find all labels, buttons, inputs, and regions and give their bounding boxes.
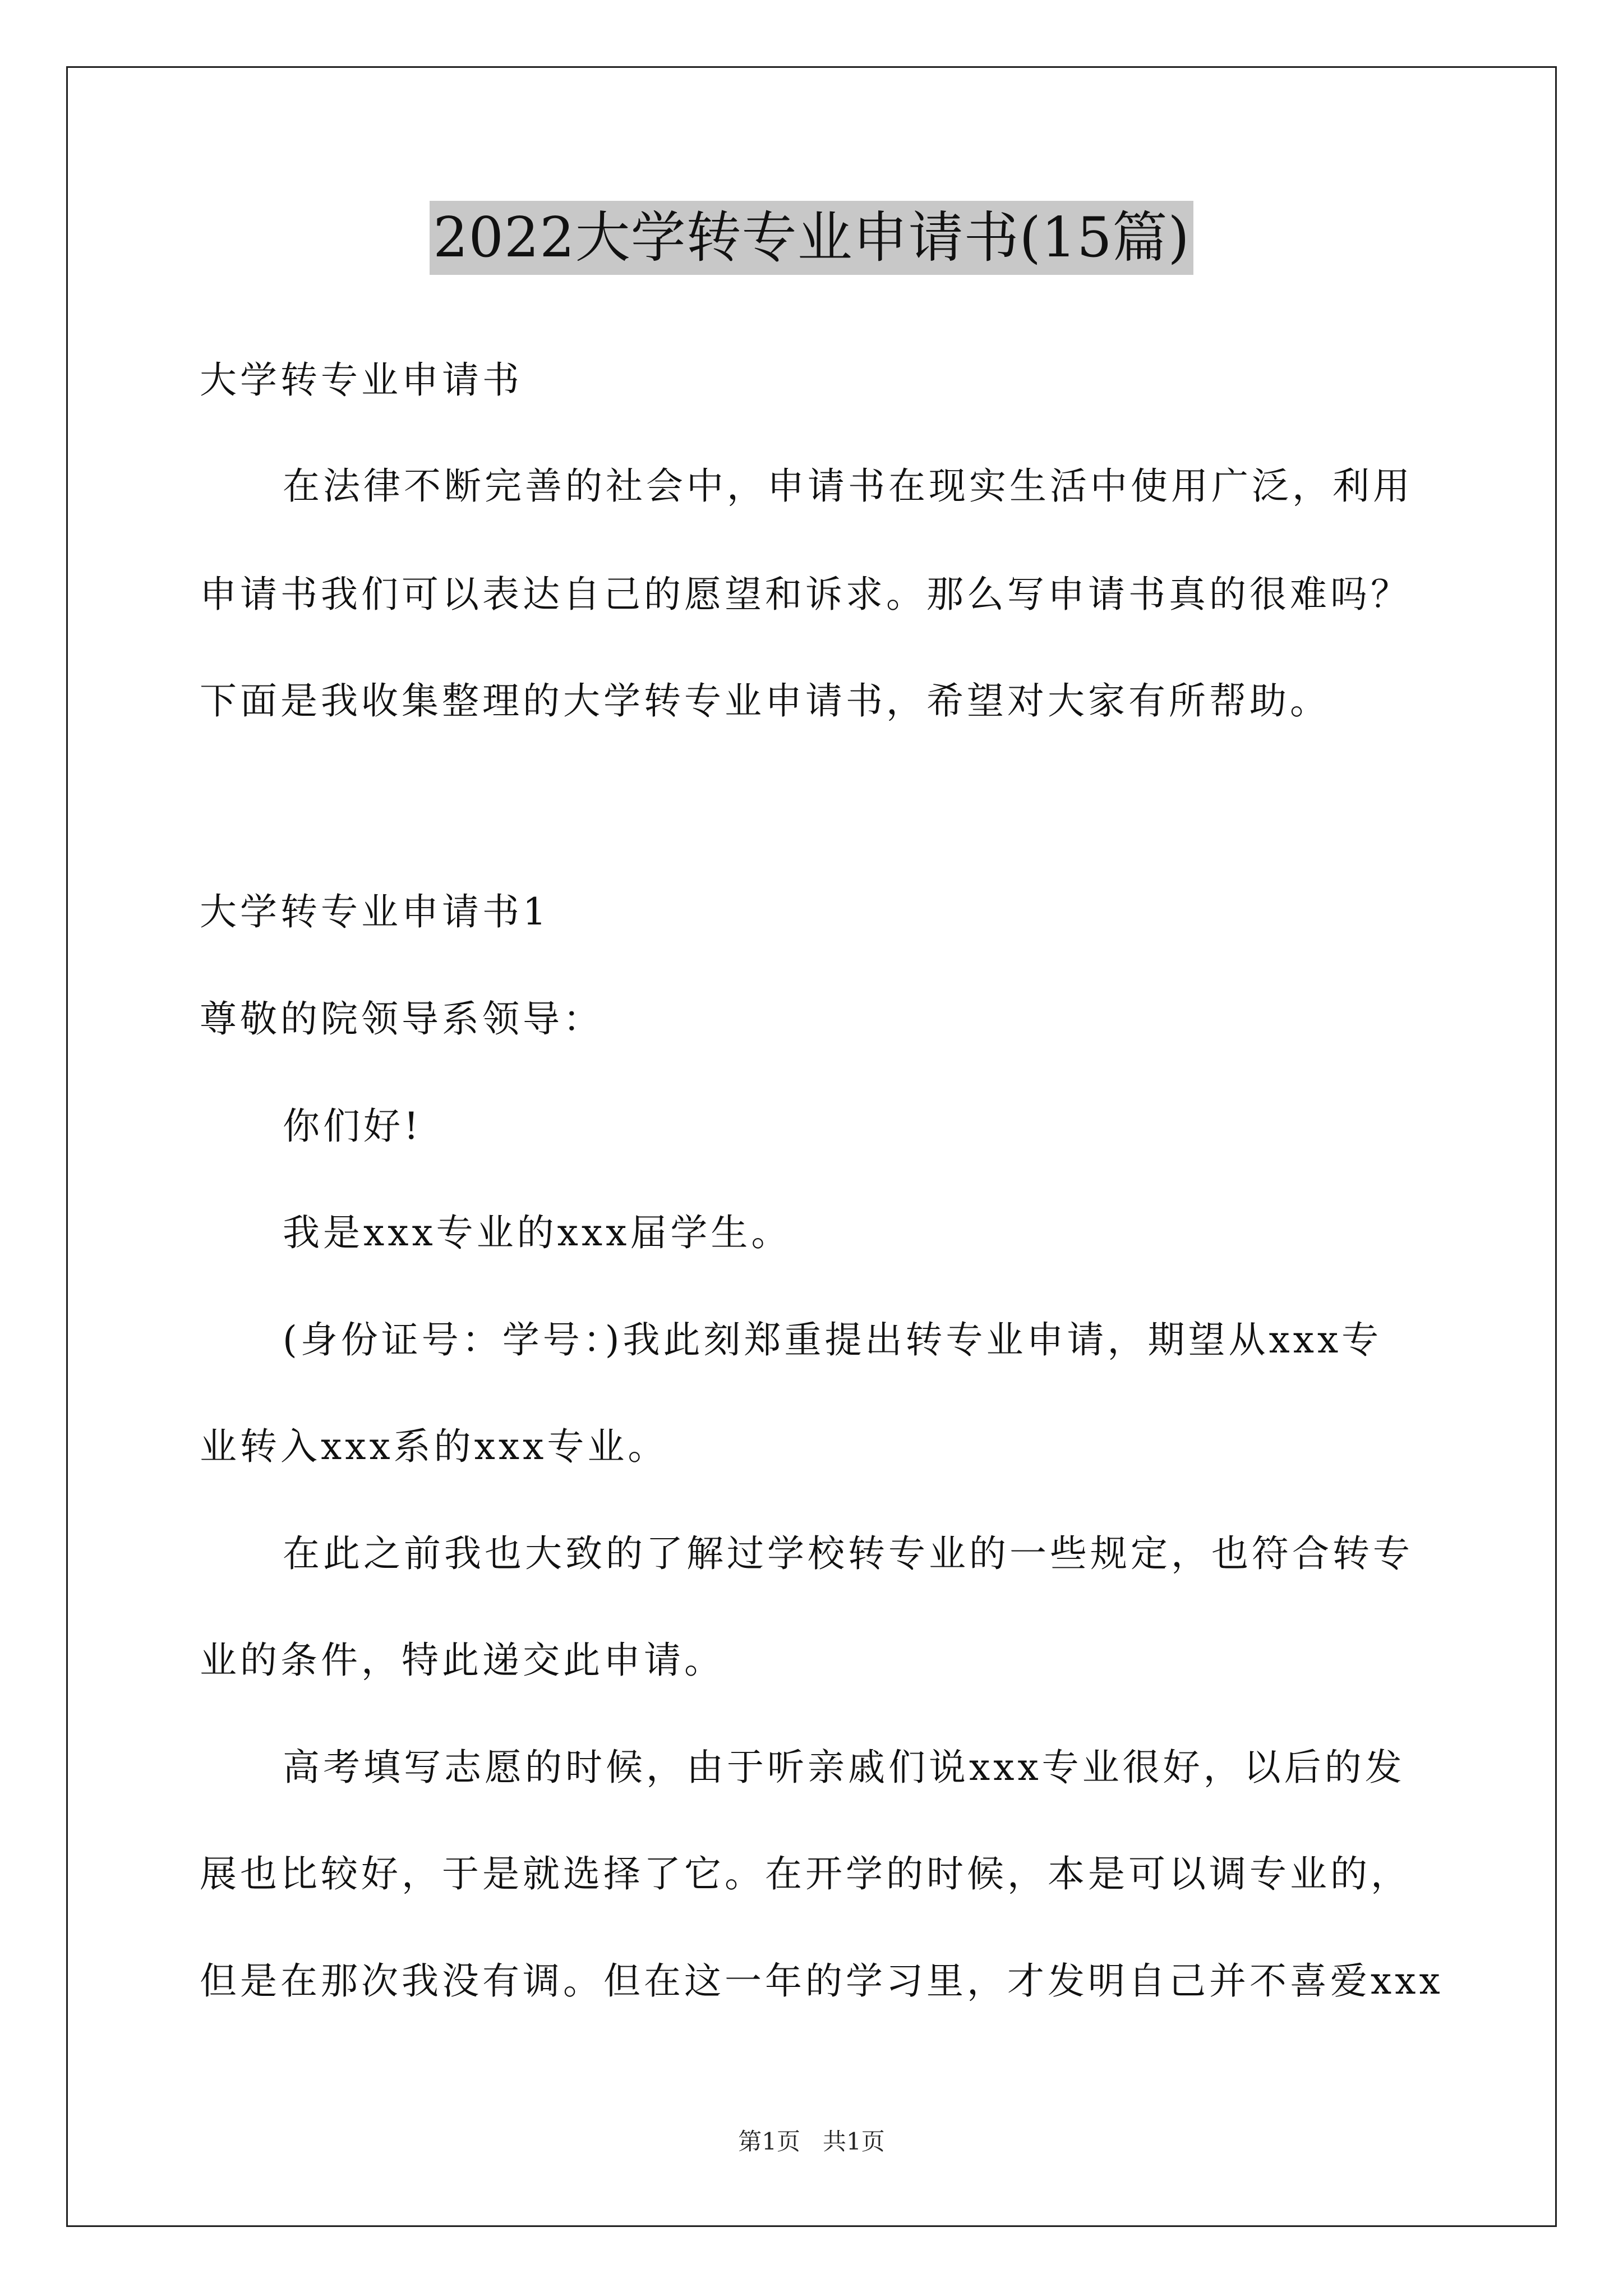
paragraph-4-line-2: 展也比较好，于是就选择了它。在开学的时候，本是可以调专业的， [200, 1852, 1411, 1895]
greeting: 你们好! [283, 1105, 422, 1148]
document-title: 2022大学转专业申请书(15篇) [430, 201, 1193, 275]
salutation: 尊敬的院领导系领导： [200, 997, 603, 1041]
title-container [0, 201, 1623, 275]
paragraph-1: 我是xxx专业的xxx届学生。 [283, 1211, 792, 1254]
paragraph-4-line-3: 但是在那次我没有调。但在这一年的学习里，才发明自己并不喜爱xxx [200, 1959, 1444, 2003]
paragraph-3-line-2: 业的条件，特此递交此申请。 [200, 1639, 725, 1682]
intro-line-3: 下面是我收集整理的大学转专业申请书，希望对大家有所帮助。 [200, 679, 1330, 723]
paragraph-2-line-2: 业转入xxx系的xxx专业。 [200, 1425, 668, 1468]
paragraph-2-line-1: (身份证号：学号：)我此刻郑重提出转专业申请，期望从xxx专 [283, 1318, 1382, 1361]
intro-line-2: 申请书我们可以表达自己的愿望和诉求。那么写申请书真的很难吗？ [200, 573, 1411, 616]
section-heading: 大学转专业申请书 [200, 358, 523, 402]
paragraph-4-line-1: 高考填写志愿的时候，由于听亲戚们说xxx专业很好，以后的发 [283, 1746, 1405, 1789]
intro-line-1: 在法律不断完善的社会中，申请书在现实生活中使用广泛，利用 [283, 464, 1413, 508]
page-footer: 第1页 共1页 [738, 2128, 885, 2155]
paragraph-3-line-1: 在此之前我也大致的了解过学校转专业的一些规定，也符合转专 [283, 1532, 1413, 1575]
letter-heading: 大学转专业申请书1 [200, 890, 550, 933]
